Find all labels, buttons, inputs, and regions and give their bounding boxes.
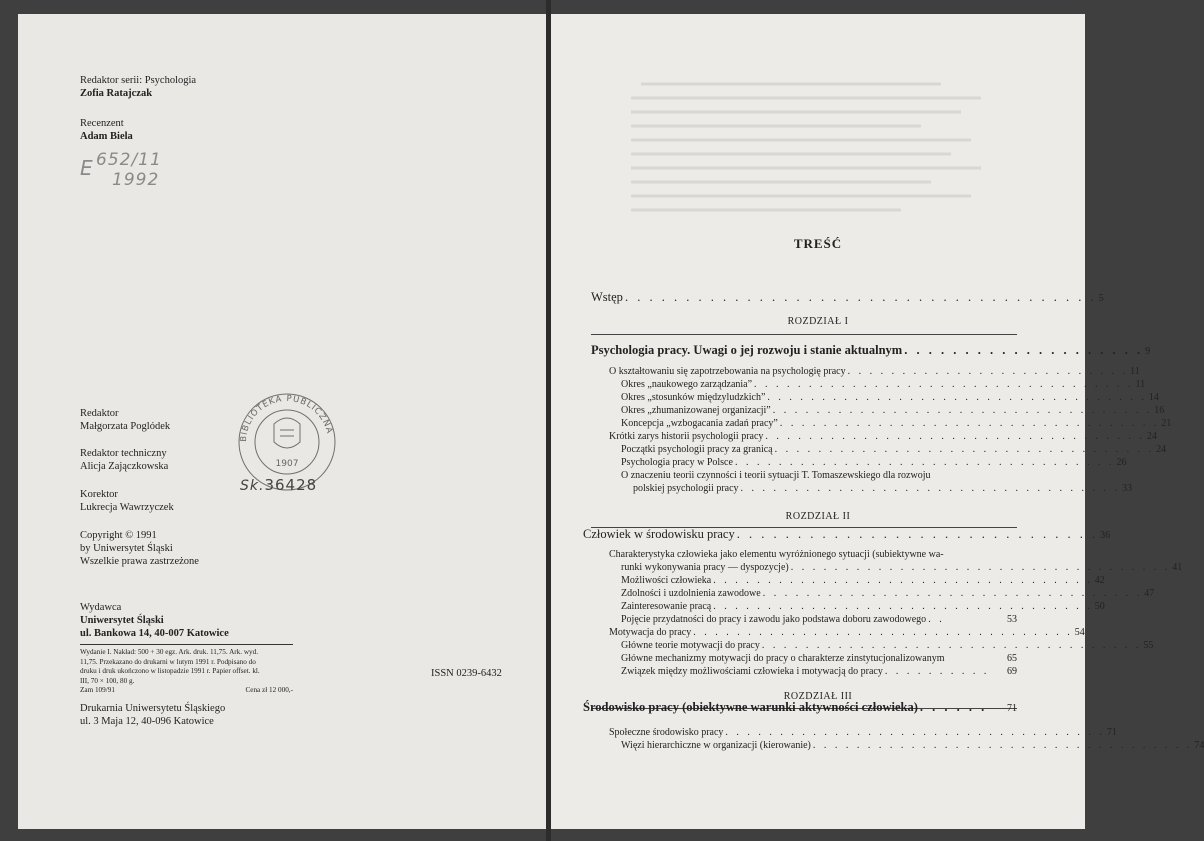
toc-entry xyxy=(621,601,1105,612)
toc-entry-title: Pojęcie przydatności do pracy i zawodu jako podstawa doboru zawodowego xyxy=(621,614,927,625)
chapter-2-title-row xyxy=(583,527,1111,542)
toc-entry-title-cont: runki wykonywania pracy — dyspozycje) xyxy=(621,562,789,573)
handwritten-shelfmark xyxy=(80,146,200,198)
leader-dots: . . . . . . . . . . . . . . . . . . . . . . . . . . xyxy=(847,366,1129,377)
toc-entry-page: 24 xyxy=(1156,444,1167,455)
toc-entry-title: Motywacja do pracy xyxy=(609,627,692,638)
leader-dots: . . . . . . . . . . . . . . . . . . . . . . . . . . . . . . . . . . . xyxy=(761,640,1142,651)
toc-entry-page: 54 xyxy=(1074,627,1085,638)
toc-entry-title: O znaczeniu teorii czynności i teorii sytuacji T. Tomaszewskiego dla rozwoju xyxy=(621,470,931,481)
series-editor-label: Redaktor serii: Psychologia xyxy=(80,75,197,86)
toc-entry-title: Możliwości człowieka xyxy=(621,575,712,586)
toc-entry-title: Okres „stosunków międzyludzkich” xyxy=(621,392,766,403)
leader-dots: . . . . . . . . . . xyxy=(884,666,990,677)
editor-label: Redaktor xyxy=(80,408,119,419)
leader-dots: . . xyxy=(928,614,945,625)
issn: ISSN 0239-6432 xyxy=(431,668,502,679)
leader-dots: . . . . . . . . . . . . . . . . . . . . . . . . . . . . . . . . . . . . . . . xyxy=(624,290,1097,304)
toc-entry xyxy=(609,627,1085,638)
toc-entry-title: Więzi hierarchiczne w organizacji (kierowanie) xyxy=(621,740,811,751)
toc-entry-title: Początki psychologii pracy za granicą xyxy=(621,444,773,455)
leader-dots: . . . . . . . . . . . . . . . . . . . . xyxy=(904,343,1144,357)
colophon-rule xyxy=(80,644,293,645)
toc-entry-title: Zdolności i uzdolnienia zawodowe xyxy=(621,588,761,599)
publisher-block xyxy=(80,601,229,640)
toc-entry xyxy=(609,727,1117,738)
chapter-2-label: ROZDZIAŁ II xyxy=(785,511,851,522)
toc-entry-page: 55 xyxy=(1143,640,1154,651)
toc-entry xyxy=(621,740,1204,751)
leader-dots: . . . . . . . . . . . . . . . . . . . . . . . . . . . . . . . . . . . xyxy=(725,727,1105,738)
chapter-1-rule xyxy=(591,334,1017,335)
publisher-name: Uniwersytet Śląski xyxy=(80,615,164,626)
inventory-digits: 36428 xyxy=(264,476,318,494)
tech-editor-label: Redaktor techniczny xyxy=(80,448,167,459)
toc-entry-page: 71 xyxy=(1106,727,1117,738)
toc-entry-page: 50 xyxy=(1094,601,1105,612)
leader-dots: . . . . . . . . . . . . . . . . . . . . . . . . . . . . . . . . . . . xyxy=(767,392,1147,403)
toc-intro-page: 5 xyxy=(1098,293,1104,304)
toc-entry xyxy=(621,575,1105,586)
toc-entry xyxy=(609,431,1157,442)
toc-entry xyxy=(633,483,1133,494)
proofreader-label: Korektor xyxy=(80,489,118,500)
toc-entry-page: 65 xyxy=(1007,653,1017,664)
toc-entry-page: 21 xyxy=(1161,418,1172,429)
editor-block xyxy=(80,407,170,433)
toc-entry-title: O kształtowaniu się zapotrzebowania na psychologię pracy xyxy=(609,366,846,377)
shelfmark-line1: 652/11 xyxy=(96,150,162,170)
leader-dots: . . . . . . . . . . . . . . . . . . . . . . . . . . . . . . xyxy=(736,527,1099,541)
proofreader-block xyxy=(80,488,174,514)
leader-dots: . . . . . . . . . . . . . . . . . . . . . . . . . . . . . . . . . . . xyxy=(713,601,1093,612)
toc-entry-title: Społeczne środowisko pracy xyxy=(609,727,724,738)
toc-entry xyxy=(609,366,1140,377)
toc-entry-page: 26 xyxy=(1116,457,1127,468)
colophon xyxy=(80,648,293,696)
chapter-1-title-row xyxy=(591,343,1151,358)
toc-entry xyxy=(621,392,1159,403)
inventory-prefix: Sk. xyxy=(240,478,265,494)
printer-block xyxy=(80,702,225,728)
toc-entry-title: Główne mechanizmy motywacji do pracy o charakterze zinstytucjonalizowanym xyxy=(621,653,945,664)
leader-dots: . . . . . . . . . . . . . . . . . . . . . . . . . . . . . . . . . . . xyxy=(762,588,1143,599)
toc-intro xyxy=(591,290,1104,305)
reviewer-label: Recenzent xyxy=(80,118,124,129)
show-through-text xyxy=(621,74,1001,234)
colophon-line: III, 70 × 100, 80 g. xyxy=(80,676,135,685)
toc-entry xyxy=(621,444,1167,455)
chapter-3-label: ROZDZIAŁ III xyxy=(783,691,853,702)
toc-entry xyxy=(621,562,1183,573)
toc-title: TREŚĆ xyxy=(793,236,843,251)
toc-entry-page: 14 xyxy=(1148,392,1159,403)
toc-entry-page: 11 xyxy=(1130,366,1140,377)
price: Cena zł 12 000,- xyxy=(245,686,293,695)
colophon-line: druku i druk ukończono w listopadzie 1991 r. Papier offset. kl. xyxy=(80,667,260,676)
toc-entry-page: 53 xyxy=(1007,614,1017,625)
toc-entry-title: Związek między możliwościami człowieka i motywacją do pracy xyxy=(621,666,883,677)
toc-entry-page: 74 xyxy=(1194,740,1204,751)
series-editor-block xyxy=(80,74,196,100)
toc-entry-title: Koncepcja „wzbogacania zadań pracy” xyxy=(621,418,778,429)
chapter-1-label: ROZDZIAŁ I xyxy=(787,316,849,327)
chapter-3-title: Środowisko pracy (obiektywne warunki aktywności człowieka) xyxy=(583,700,918,714)
toc-entry xyxy=(621,418,1172,429)
leader-dots: . . . . . . . . . . . . . . . . . . . . . . . . . . . . . . . . . . . xyxy=(734,457,1115,468)
toc-entry-title-cont: polskiej psychologii pracy xyxy=(633,483,739,494)
printer-address: ul. 3 Maja 12, 40-096 Katowice xyxy=(80,716,214,727)
publisher-label: Wydawca xyxy=(80,602,122,613)
leader-dots: . . . . . . . . . . . . . . . . . . . . . . . . . . . . . . . . . . . xyxy=(774,444,1155,455)
leader-dots: . . . . . . . . . . . . . . . . . . . . . . . . . . . . . . . . . . . xyxy=(812,740,1193,751)
editor-name: Małgorzata Poglódek xyxy=(80,421,171,432)
copyright-block xyxy=(80,529,199,568)
toc-entry-title: Zainteresowanie pracą xyxy=(621,601,712,612)
rights-reserved: Wszelkie prawa zastrzeżone xyxy=(80,556,199,567)
leader-dots: . . . . . . xyxy=(919,700,988,714)
chapter-2-page: 36 xyxy=(1100,530,1111,541)
reviewer-block xyxy=(80,117,133,143)
toc-entry xyxy=(621,614,1017,625)
publisher-address: ul. Bankowa 14, 40-007 Katowice xyxy=(80,628,229,639)
leader-dots: . . . . . . . . . . . . . . . . . . . . . . . . . . . . . . . . . . . xyxy=(713,575,1093,586)
inventory-number xyxy=(240,476,317,494)
shelfmark-line2: 1992 xyxy=(112,170,160,190)
toc-entry-title: Charakterystyka człowieka jako elementu wyróżnionego sytuacji (subiektywne wa- xyxy=(609,549,944,560)
chapter-1-title: Psychologia pracy. Uwagi o jej rozwoju i stanie aktualnym xyxy=(591,343,903,357)
toc-entry-title: Okres „naukowego zarządzania” xyxy=(621,379,753,390)
toc-intro-title: Wstęp xyxy=(591,290,623,304)
printer-name: Drukarnia Uniwersytetu Śląskiego xyxy=(80,703,226,714)
toc-entry-page: 41 xyxy=(1172,562,1183,573)
leader-dots: . . . . . . . . . . . . . . . . . . . . . . . . . . . . . . . . . . . xyxy=(779,418,1160,429)
tech-editor-name: Alicja Zajączkowska xyxy=(80,461,169,472)
left-page xyxy=(18,14,546,829)
shelfmark-prefix: E xyxy=(80,156,93,180)
toc-entry-page: 11 xyxy=(1135,379,1146,390)
toc-entry-page: 16 xyxy=(1154,405,1165,416)
copyright-line: Copyright © 1991 xyxy=(80,530,157,541)
chapter-1-page: 9 xyxy=(1145,346,1151,357)
toc-entry-title: Główne teorie motywacji do pracy xyxy=(621,640,760,651)
toc-entry-page: 47 xyxy=(1144,588,1155,599)
toc-entry-page: 69 xyxy=(1007,666,1017,677)
chapter-3-page: 71 xyxy=(1007,703,1017,714)
leader-dots: . . . . . . . . . . . . . . . . . . . . . . . . . . . . . . . . . . . xyxy=(765,431,1145,442)
stamp-year: 1907 xyxy=(275,459,299,469)
toc-entry xyxy=(621,588,1155,599)
leader-dots: . . . . . . . . . . . . . . . . . . . . . . . . . . . . . . . . . . . xyxy=(693,627,1073,638)
order-number: Zam 109/91 xyxy=(80,686,115,695)
toc-entry-page: 33 xyxy=(1122,483,1133,494)
colophon-line: Wydanie I. Nakład: 500 + 30 egz. Ark. druk. 11,75. Ark. wyd. xyxy=(80,648,259,656)
chapter-2-title: Człowiek w środowisku pracy xyxy=(583,527,735,541)
toc-entry-title: Okres „zhumanizowanej organizacji” xyxy=(621,405,771,416)
copyright-holder: by Uniwersytet Śląski xyxy=(80,543,173,554)
chapter-3-title-row xyxy=(583,700,1017,715)
order-price-row xyxy=(80,686,293,696)
toc-entry xyxy=(621,405,1165,416)
tech-editor-block xyxy=(80,447,168,473)
stamp-top-text: BIBLIOTEKA PUBLICZNA xyxy=(238,393,335,443)
toc-entry xyxy=(621,379,1146,390)
toc-entry xyxy=(621,640,1154,651)
toc-entry-title: Psychologia pracy w Polsce xyxy=(621,457,733,468)
leader-dots: . . . . . . . . . . . . . . . . . . . . . . . . . . . . . . . . . . . xyxy=(772,405,1153,416)
toc-entry xyxy=(621,653,1017,664)
toc-entry-page: 24 xyxy=(1146,431,1157,442)
leader-dots: . . . . . . . . . . . . . . . . . . . . . . . . . . . . . . . . . . . xyxy=(740,483,1121,494)
series-editor-name: Zofia Ratajczak xyxy=(80,88,153,99)
toc-entry xyxy=(621,457,1127,468)
leader-dots: . . . . . . . . . . . . . . . . . . . . . . . . . . . . . . . . . . . xyxy=(790,562,1171,573)
toc-entry-title: Krótki zarys historii psychologii pracy xyxy=(609,431,764,442)
toc-entry xyxy=(621,666,1017,677)
toc-entry-page: 42 xyxy=(1094,575,1105,586)
proofreader-name: Lukrecja Wawrzyczek xyxy=(80,502,174,513)
reviewer-name: Adam Biela xyxy=(80,131,133,142)
right-page xyxy=(551,14,1204,829)
colophon-line: 11,75. Przekazano do drukarni w lutym 1991 r. Podpisano do xyxy=(80,657,256,666)
leader-dots: . . . . . . . . . . . . . . . . . . . . . . . . . . . . . . . . . . . xyxy=(754,379,1134,390)
